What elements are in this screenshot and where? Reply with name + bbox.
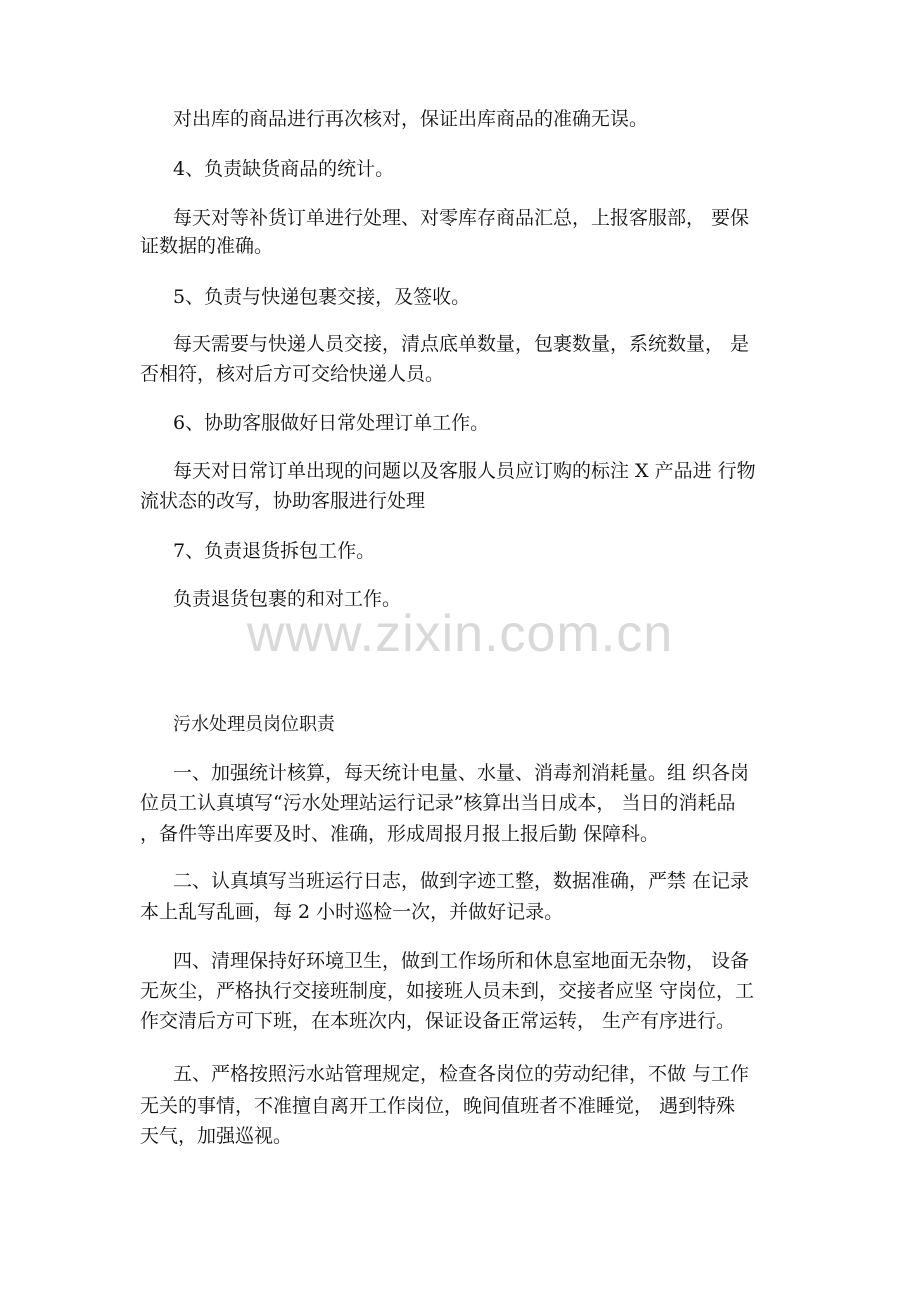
paragraph-line: 每天对日常订单出现的问题以及客服人员应订购的标注 X 产品进 行物 [173,460,756,482]
paragraph-line: 无灰尘，严格执行交接班制度，如接班人员未到，交接者应坚 守岗位，工 [140,980,755,1002]
list-item-heading: 7、负责退货拆包工作。 [173,540,376,562]
paragraph-line: 二、认真填写当班运行日志，做到字迹工整，数据准确，严禁 在记录 [173,870,750,892]
watermark: www.zixin.com.cn [246,605,674,663]
paragraph-line: 作交清后方可下班，在本班次内，保证设备正常运转， 生产有序进行。 [140,1010,736,1032]
paragraph-line: 对出库的商品进行再次核对，保证出库商品的准确无误。 [173,108,649,130]
paragraph-line: 无关的事情，不准擅自离开工作岗位，晚间值班者不准睡觉， 遇到特殊 [140,1095,736,1117]
paragraph-line: 一、加强统计核算，每天统计电量、水量、消毒剂消耗量。组 织各岗 [173,762,750,784]
paragraph-line: 每天对等补货订单进行处理、对零库存商品汇总，上报客服部， 要保 [173,207,750,229]
list-item-heading: 6、协助客服做好日常处理订单工作。 [173,412,490,434]
paragraph-line: 负责退货包裹的和对工作。 [173,588,402,610]
paragraph-line: 本上乱写乱画，每 2 小时巡检一次，并做好记录。 [140,901,564,923]
paragraph-line: 天气，加强巡视。 [140,1125,293,1147]
paragraph-line: 每天需要与快递人员交接，清点底单数量，包裹数量，系统数量， 是 [173,333,750,355]
paragraph-line: 位员工认真填写“污水处理站运行记录”核算出当日成本， 当日的消耗品 [140,792,736,814]
section-title: 污水处理员岗位职责 [173,714,335,735]
list-item-heading: 5、负责与快递包裹交接，及签收。 [173,286,471,308]
list-item-heading: 4、负责缺货商品的统计。 [173,158,395,180]
paragraph-line: 四、清理保持好环境卫生，做到工作场所和休息室地面无杂物， 设备 [173,950,750,972]
paragraph-line: 五、严格按照污水站管理规定，检查各岗位的劳动纪律，不做 与工作 [173,1063,750,1085]
paragraph-line: ，备件等出库要及时、准确，形成周报月报上报后勤 保障科。 [140,823,660,845]
paragraph-line: 证数据的准确。 [140,235,274,257]
paragraph-line: 否相符，核对后方可交给快递人员。 [140,363,445,385]
paragraph-line: 流状态的改写，协助客服进行处理 [140,490,426,512]
